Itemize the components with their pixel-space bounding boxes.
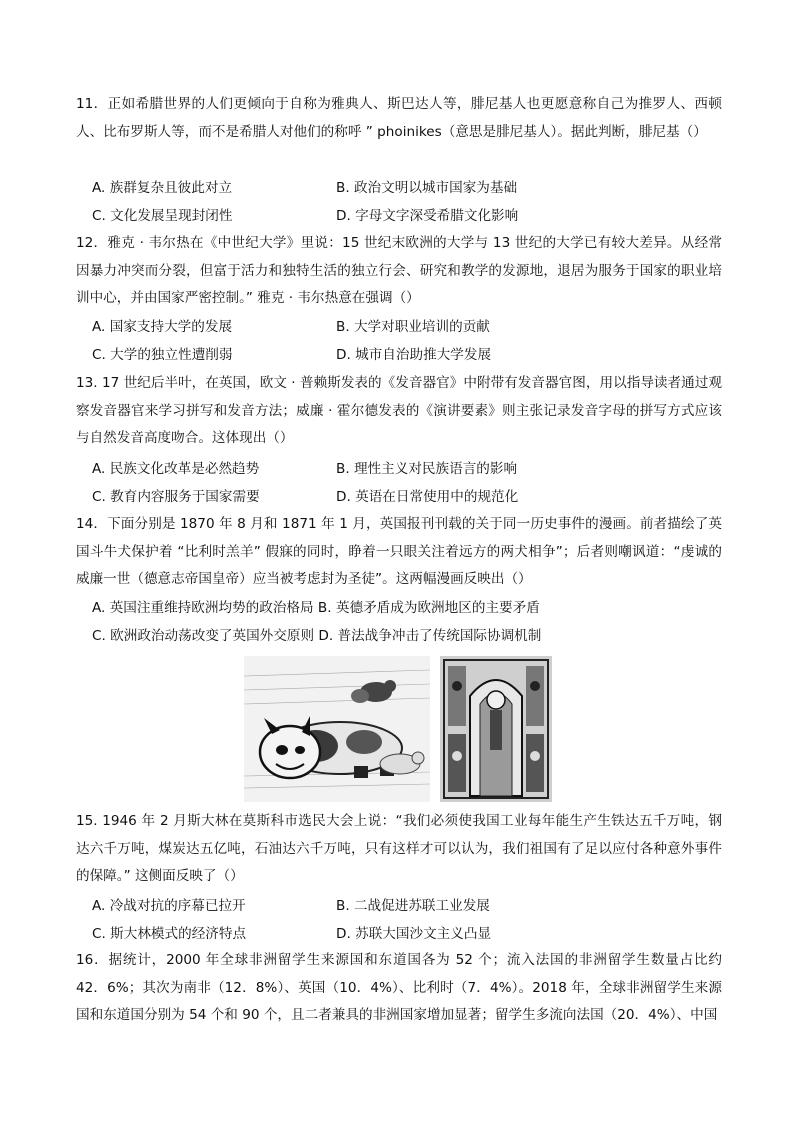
option-c[interactable]: C. 大学的独立性遭削弱 xyxy=(92,346,233,363)
question-14 xyxy=(76,511,722,594)
question-12-text: 12．雅克 · 韦尔热在《中世纪大学》里说：15 世纪末欧洲的大学与 13 世纪的大学已有较大差异。从经常因暴力冲突而分裂，但富于活力和独特生活的独立行会、研究和教学的发源地，退居为服务于国家的职业培训中心，并由国家严密控制。” 雅克 · 韦尔热意在强调（） xyxy=(76,235,722,306)
option-b[interactable]: B. 大学对职业培训的贡献 xyxy=(336,319,490,335)
option-row xyxy=(92,342,732,370)
question-13-options xyxy=(92,456,732,511)
question-12 xyxy=(76,230,722,313)
option-b[interactable]: B. 理性主义对民族语言的影响 xyxy=(336,461,518,477)
option-d[interactable]: D. 苏联大国沙文主义凸显 xyxy=(336,925,492,942)
wilhelm-saint-cartoon xyxy=(440,656,552,802)
question-11-options xyxy=(92,175,732,230)
option-row xyxy=(92,314,732,342)
option-c[interactable]: C. 斯大林模式的经济特点 xyxy=(92,925,247,942)
option-row xyxy=(92,484,732,512)
question-16 xyxy=(76,947,722,1030)
question-16-text: 16．据统计，2000 年全球非洲留学生来源国和东道国各为 52 个；流入法国的非洲留学生数量占比约 42．6%；其次为南非（12．8%）、英国（10．4%）、比利时（7．4%）。2018 年，全球非洲留学生来源国和东道国分别为 54 个和 90 个，且二者兼具的非洲国家增加显著；留学生多流向法国（20．4%）、中国 xyxy=(76,952,722,1023)
option-d[interactable]: D. 英语在日常使用中的规范化 xyxy=(336,488,519,505)
option-row xyxy=(92,893,732,921)
question-13-text: 13. 17 世纪后半叶，在英国，欧文 · 普赖斯发表的《发音器官》中附带有发音器官图，用以指导读者通过观察发音器官来学习拼写和发音方法；威廉 · 霍尔德发表的《演讲要素》则主张记录发音字母的拼写方式应该与自然发音高度吻合。这体现出（） xyxy=(76,375,722,446)
option-b[interactable]: B. 政治文明以城市国家为基础 xyxy=(336,180,518,196)
option-d[interactable]: D. 城市自治助推大学发展 xyxy=(336,346,492,363)
question-14-options xyxy=(92,595,732,650)
question-11 xyxy=(76,91,722,146)
option-c[interactable]: C. 教育内容服务于国家需要 xyxy=(92,488,260,505)
option-line[interactable]: A. 英国注重维持欧洲均势的政治格局 B. 英德矛盾成为欧洲地区的主要矛盾 xyxy=(92,600,540,616)
cartoon-figure xyxy=(244,656,552,802)
question-15-text: 15. 1946 年 2 月斯大林在莫斯科市选民大会上说：“我们必须使我国工业每年能生产生铁达五千万吨，钢达六千万吨，煤炭达五亿吨，石油达六千万吨，只有这样才可以认为，我们祖国有了足以应付各种意外事件的保障。” 这侧面反映了（） xyxy=(76,813,722,884)
option-a[interactable]: A. 族群复杂且彼此对立 xyxy=(92,180,233,196)
option-row xyxy=(92,456,732,484)
option-a[interactable]: A. 民族文化改革是必然趋势 xyxy=(92,461,260,477)
option-row xyxy=(92,921,732,949)
option-c[interactable]: C. 文化发展呈现封闭性 xyxy=(92,207,233,224)
question-11-text: 11．正如希腊世界的人们更倾向于自称为雅典人、斯巴达人等，腓尼基人也更愿意称自己为推罗人、西顿人、比布罗斯人等，而不是希腊人对他们的称呼 ” phoinikes（意思是腓尼基人）。据此判断，腓尼基（） xyxy=(76,96,722,140)
question-13 xyxy=(76,370,722,453)
option-line[interactable]: C. 欧洲政治动荡改变了英国外交原则 D. 普法战争冲击了传统国际协调机制 xyxy=(92,627,542,644)
question-12-options xyxy=(92,314,732,369)
option-d[interactable]: D. 字母文字深受希腊文化影响 xyxy=(336,207,519,224)
option-b[interactable]: B. 二战促进苏联工业发展 xyxy=(336,898,490,914)
option-a[interactable]: A. 国家支持大学的发展 xyxy=(92,319,233,335)
question-15-options xyxy=(92,893,732,948)
option-a[interactable]: A. 冷战对抗的序幕已拉开 xyxy=(92,898,246,914)
option-row xyxy=(92,203,732,231)
question-15 xyxy=(76,808,722,891)
option-row xyxy=(92,175,732,203)
question-14-text: 14．下面分别是 1870 年 8 月和 1871 年 1 月，英国报刊刊载的关于同一历史事件的漫画。前者描绘了英国斗牛犬保护着 “比利时羔羊” 假寐的同时，睁着一只眼关注着远方的两犬相争”；后者则嘲讽道：“虔诚的威廉一世（德意志帝国皇帝）应当被考虑封为圣徒”。这两幅漫画反映出（） xyxy=(76,516,722,587)
bulldog-cartoon xyxy=(244,656,430,802)
